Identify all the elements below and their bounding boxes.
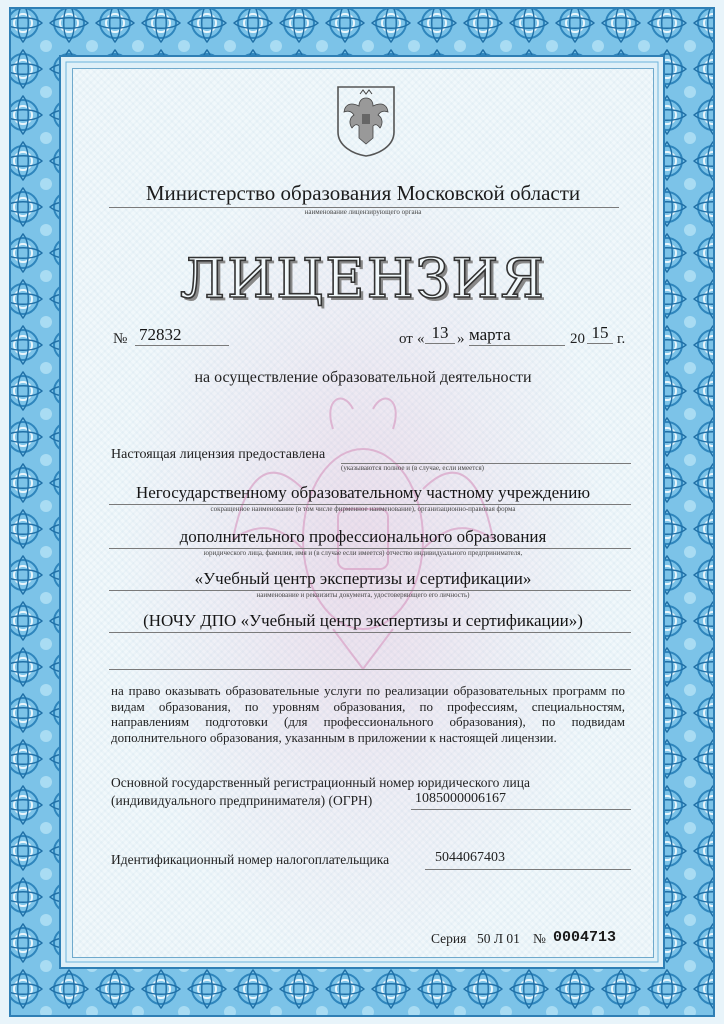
license-day: 13 xyxy=(425,323,455,344)
inn-label: Идентификационный номер налогоплательщика xyxy=(111,852,390,867)
series-label: Серия xyxy=(431,931,467,946)
authority-hint: наименование лицензирующего органа xyxy=(304,208,422,216)
granted-hint-2: сокращенное наименование (в том числе фирменное наименование), организационно-правовая форма xyxy=(210,505,516,513)
license-year: 15 xyxy=(587,323,613,344)
licensee-line-2: дополнительного профессионального образования xyxy=(179,527,547,546)
date-quote-open: « xyxy=(417,331,425,347)
ogrn-label-2: (индивидуального предпринимателя) (ОГРН) xyxy=(111,793,373,808)
licensee-line-3: «Учебный центр экспертизы и сертификации» xyxy=(194,569,532,588)
licensee-line-1: Негосударственному образовательному частному учреждению xyxy=(135,483,591,502)
number-label: № xyxy=(113,331,128,347)
granted-hint-3: юридического лица, фамилия, имя и (в случае если имеется) отчество индивидуального предпринимателя, xyxy=(203,549,523,557)
series-number-label: № xyxy=(533,931,546,946)
licensee-underline-4 xyxy=(109,632,631,633)
license-number: 72832 xyxy=(135,325,229,346)
ogrn-value: 1085000006167 xyxy=(415,791,506,806)
granted-label: Настоящая лицензия предоставлена xyxy=(111,447,326,462)
granted-hint-4: наименование и реквизиты документа, удостоверяющего его личность) xyxy=(256,591,470,599)
licensee-underline-5 xyxy=(109,669,631,670)
date-from-label: от xyxy=(399,331,413,347)
series-number: 0004713 xyxy=(553,929,617,946)
document-title: ЛИЦЕНЗИЯ xyxy=(179,247,547,310)
series-value: 50 Л 01 xyxy=(477,931,520,946)
ogrn-label-1: Основной государственный регистрационный номер юридического лица xyxy=(111,775,530,790)
license-month: марта xyxy=(469,325,565,346)
licensee-line-4: (НОЧУ ДПО «Учебный центр экспертизы и сертификации») xyxy=(143,611,583,630)
year-prefix: 20 xyxy=(570,331,585,347)
license-body xyxy=(72,68,654,958)
rights-paragraph: на право оказывать образовательные услуги по реализации образовательных программ по видам образования, по уровням образования, по профессиям, специальностям, направлениям подготовки (для профессионального образования), по подвидам дополнительного образования, указанным в приложении к настоящей лицензии. xyxy=(111,683,625,745)
date-quote-close: » xyxy=(457,331,465,347)
coat-of-arms-emblem-icon xyxy=(335,84,397,158)
inn-underline xyxy=(425,869,631,870)
inn-value: 5044067403 xyxy=(435,850,505,865)
granted-hint-1: (указываются полное и (в случае, если имеется) xyxy=(341,464,485,472)
ogrn-underline xyxy=(411,809,631,810)
license-purpose: на осуществление образовательной деятельности xyxy=(194,369,532,386)
year-unit: г. xyxy=(617,331,626,347)
licensing-authority: Министерство образования Московской области xyxy=(145,181,581,205)
